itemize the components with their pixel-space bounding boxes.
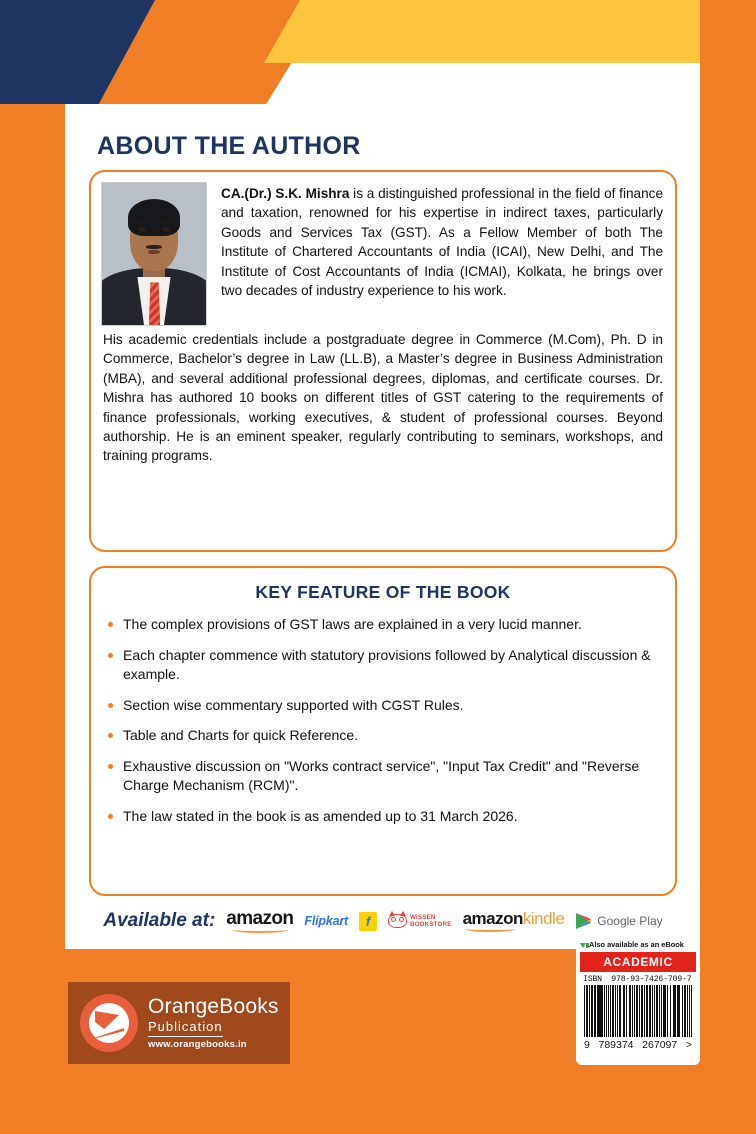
publisher-name: OrangeBooks [148, 994, 279, 1018]
publisher-text-block [148, 996, 279, 1050]
flipkart-bag-icon[interactable]: f [359, 912, 377, 931]
flipkart-logo[interactable]: Flipkart [304, 914, 348, 928]
list-item: The complex provisions of GST laws are explained in a very lucid manner. [105, 615, 659, 635]
barcode-bars [584, 985, 692, 1037]
owl-icon [388, 914, 407, 928]
barcode-digit-group-left: 9 [584, 1039, 590, 1051]
isbn-label: ISBN [583, 975, 602, 984]
content-panel [65, 104, 700, 949]
author-name: CA.(Dr.) S.K. Mishra [221, 186, 350, 201]
publisher-logo[interactable] [68, 982, 290, 1064]
google-play-label: Google Play [597, 914, 663, 928]
ebook-note-label: Also available as an eBook [589, 940, 684, 949]
list-item: Exhaustive discussion on "Works contract service", "Input Tax Credit" and "Reverse Charge Mechanism (RCM)". [105, 757, 659, 796]
publisher-url: www.orangebooks.in [148, 1039, 247, 1051]
wissen-line-2: BOOKSTORE [409, 921, 452, 928]
key-feature-box [89, 566, 677, 896]
barcode-digits [580, 1039, 696, 1051]
amazon-kindle-logo[interactable]: amazonkindle [463, 910, 565, 932]
author-bio-rest: is a distinguished professional in the field of finance and taxation, renowned for his expertise in indirect taxes, particularly Goods and Services Tax (GST). As a Fellow Member of both The Institute of Chartered Accountants of India (ICAI), New Delhi, and The Institute of Cost Accountants of India (ICMAI), Kolkata, he brings over two decades of industry experience to his work. [221, 186, 664, 299]
orangebooks-mark-icon [80, 994, 138, 1052]
barcode-digit-group-1: 789374 [598, 1039, 634, 1051]
barcode-digit-group-right: > [685, 1039, 692, 1051]
list-item: Table and Charts for quick Reference. [105, 726, 659, 746]
isbn-value: 978-93-7426-709-7 [611, 975, 692, 984]
isbn-line [583, 975, 696, 984]
google-play-icon [575, 912, 592, 930]
key-feature-list [105, 615, 659, 826]
author-portrait [101, 182, 207, 326]
google-play-logo[interactable] [575, 912, 662, 930]
download-arrow-icon [580, 943, 586, 948]
ebook-availability-note [580, 938, 696, 951]
publisher-subtitle: Publication [148, 1019, 223, 1037]
page-title: ABOUT THE AUTHOR [97, 132, 361, 160]
list-item: Each chapter commence with statutory provisions followed by Analytical discussion & example. [105, 646, 659, 685]
category-badge: ACADEMIC [580, 952, 696, 972]
about-author-box [89, 170, 677, 552]
wissen-bookstore-logo[interactable] [388, 914, 452, 928]
available-at-row [89, 904, 677, 938]
amazon-smile-icon [465, 926, 516, 932]
barcode-digit-group-2: 267097 [642, 1039, 678, 1051]
key-feature-heading: KEY FEATURE OF THE BOOK [255, 582, 511, 602]
amazon-smile-icon [232, 927, 288, 933]
list-item: The law stated in the book is as amended up to 31 March 2026. [105, 807, 659, 827]
barcode-panel [576, 935, 700, 1065]
available-at-label: Available at: [103, 910, 216, 931]
list-item: Section wise commentary supported with CGST Rules. [105, 696, 659, 716]
amazon-logo[interactable]: amazon [226, 909, 293, 933]
wissen-line-1: WISSEN [409, 914, 436, 921]
author-bio-paragraph-2: His academic credentials include a postgraduate degree in Commerce (M.Com), Ph. D in Commerce, Bachelor’s degree in Law (LL.B), a Master’s degree in Business Administration (MBA), and several additional professional degrees, diplomas, and certificate courses. Dr. Mishra has authored 10 books on different titles of GST catering to the requirements of finance professionals, working executives, & student of professional courses. Beyond authorship. He is an eminent speaker, regularly contributing to seminars, workshops, and training programs. [103, 332, 663, 464]
